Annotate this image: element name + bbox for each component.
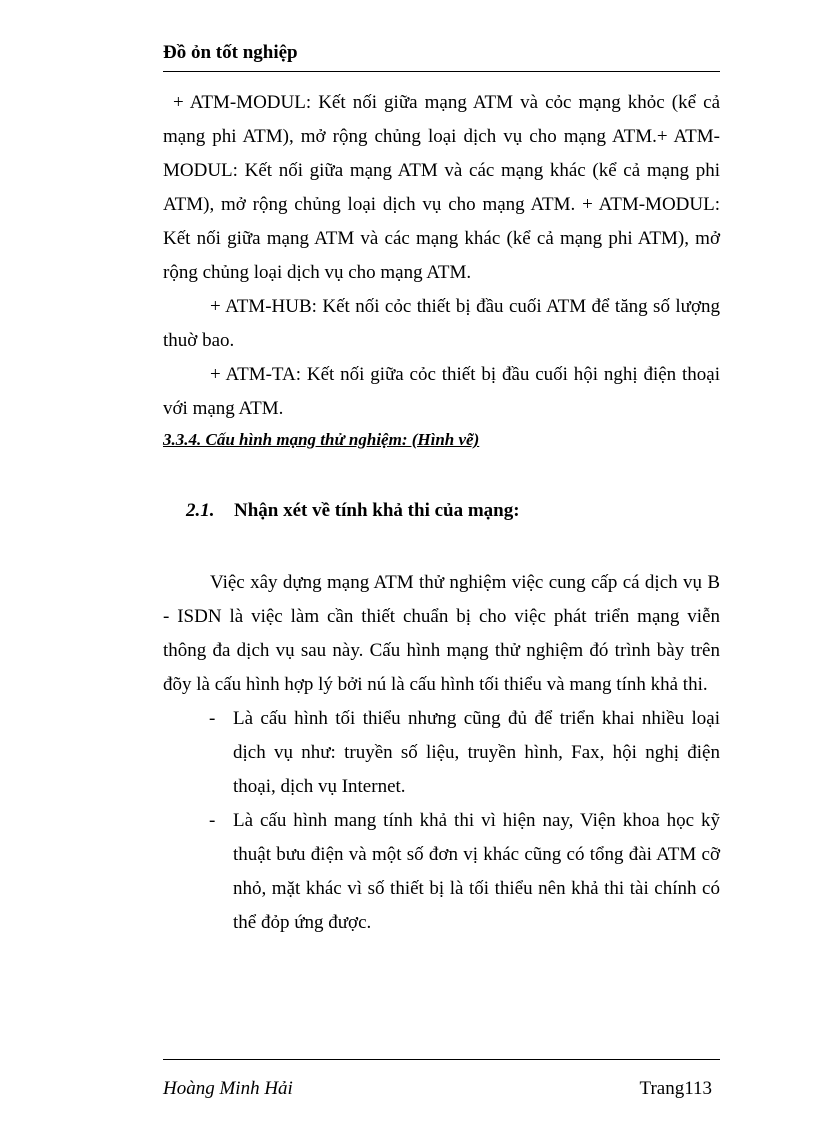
subsection-heading: 3.3.4. Cấu hình mạng thử nghiệm: (Hình vẽ) <box>163 430 480 449</box>
section-heading <box>186 500 520 522</box>
list-item <box>163 804 720 940</box>
section-title: Nhận xét về tính khả thi của mạng: <box>234 500 520 521</box>
bullet-text: Là cấu hình mang tính khả thi vì hiện nay, Viện khoa học kỹ thuật bưu điện và một số đơn vị khác cũng có tổng đài ATM cỡ nhỏ, mặt khác vì số thiết bị là tối thiểu nên khả thi tài chính có thể đỏp ứng được. <box>233 810 720 933</box>
paragraph-feasibility: Việc xây dựng mạng ATM thử nghiệm việc cung cấp cá dịch vụ B - ISDN là việc làm cần thiết chuẩn bị cho việc phát triển mạng viễn thông đa dịch vụ sau này. Cấu hình mạng thử nghiệm đó trình bày trên đõy là cấu hình hợp lý bởi nú là cấu hình tối thiểu và mang tính khả thi. <box>163 572 720 695</box>
paragraph-atm-hub: + ATM-HUB: Kết nối cỏc thiết bị đầu cuối ATM để tăng số lượng thuờ bao. <box>163 296 720 351</box>
section-number: 2.1. <box>186 500 215 521</box>
bullet-list <box>163 702 720 940</box>
page-number: Trang113 <box>639 1078 712 1099</box>
header-divider <box>163 71 720 72</box>
bullet-text: Là cấu hình tối thiểu nhưng cũng đủ để triển khai nhiều loại dịch vụ như: truyền số liệu, truyền hình, Fax, hội nghị điện thoại, dịch vụ Internet. <box>233 708 720 797</box>
paragraph-atm-modul: + ATM-MODUL: Kết nối giữa mạng ATM và cỏc mạng khỏc (kể cả mạng phi ATM), mở rộng chủng loại dịch vụ cho mạng ATM.+ ATM-MODUL: Kết nối giữa mạng ATM và các mạng khác (kể cả mạng phi ATM), mở rộng chủng loại dịch vụ cho mạng ATM. + ATM-MODUL: Kết nối giữa mạng ATM và các mạng khác (kể cả mạng phi ATM), mở rộng chủng loại dịch vụ cho mạng ATM. <box>163 92 720 283</box>
paragraph-atm-ta: + ATM-TA: Kết nối giữa cỏc thiết bị đầu cuối hội nghị điện thoại với mạng ATM. <box>163 364 720 419</box>
bullet-marker: - <box>209 708 216 729</box>
footer-author: Hoàng Minh Hải <box>163 1078 293 1099</box>
page-header-title: Đồ ỏn tốt nghiệp <box>163 42 298 63</box>
footer-divider <box>163 1059 720 1060</box>
bullet-marker: - <box>209 810 216 831</box>
list-item <box>163 702 720 804</box>
